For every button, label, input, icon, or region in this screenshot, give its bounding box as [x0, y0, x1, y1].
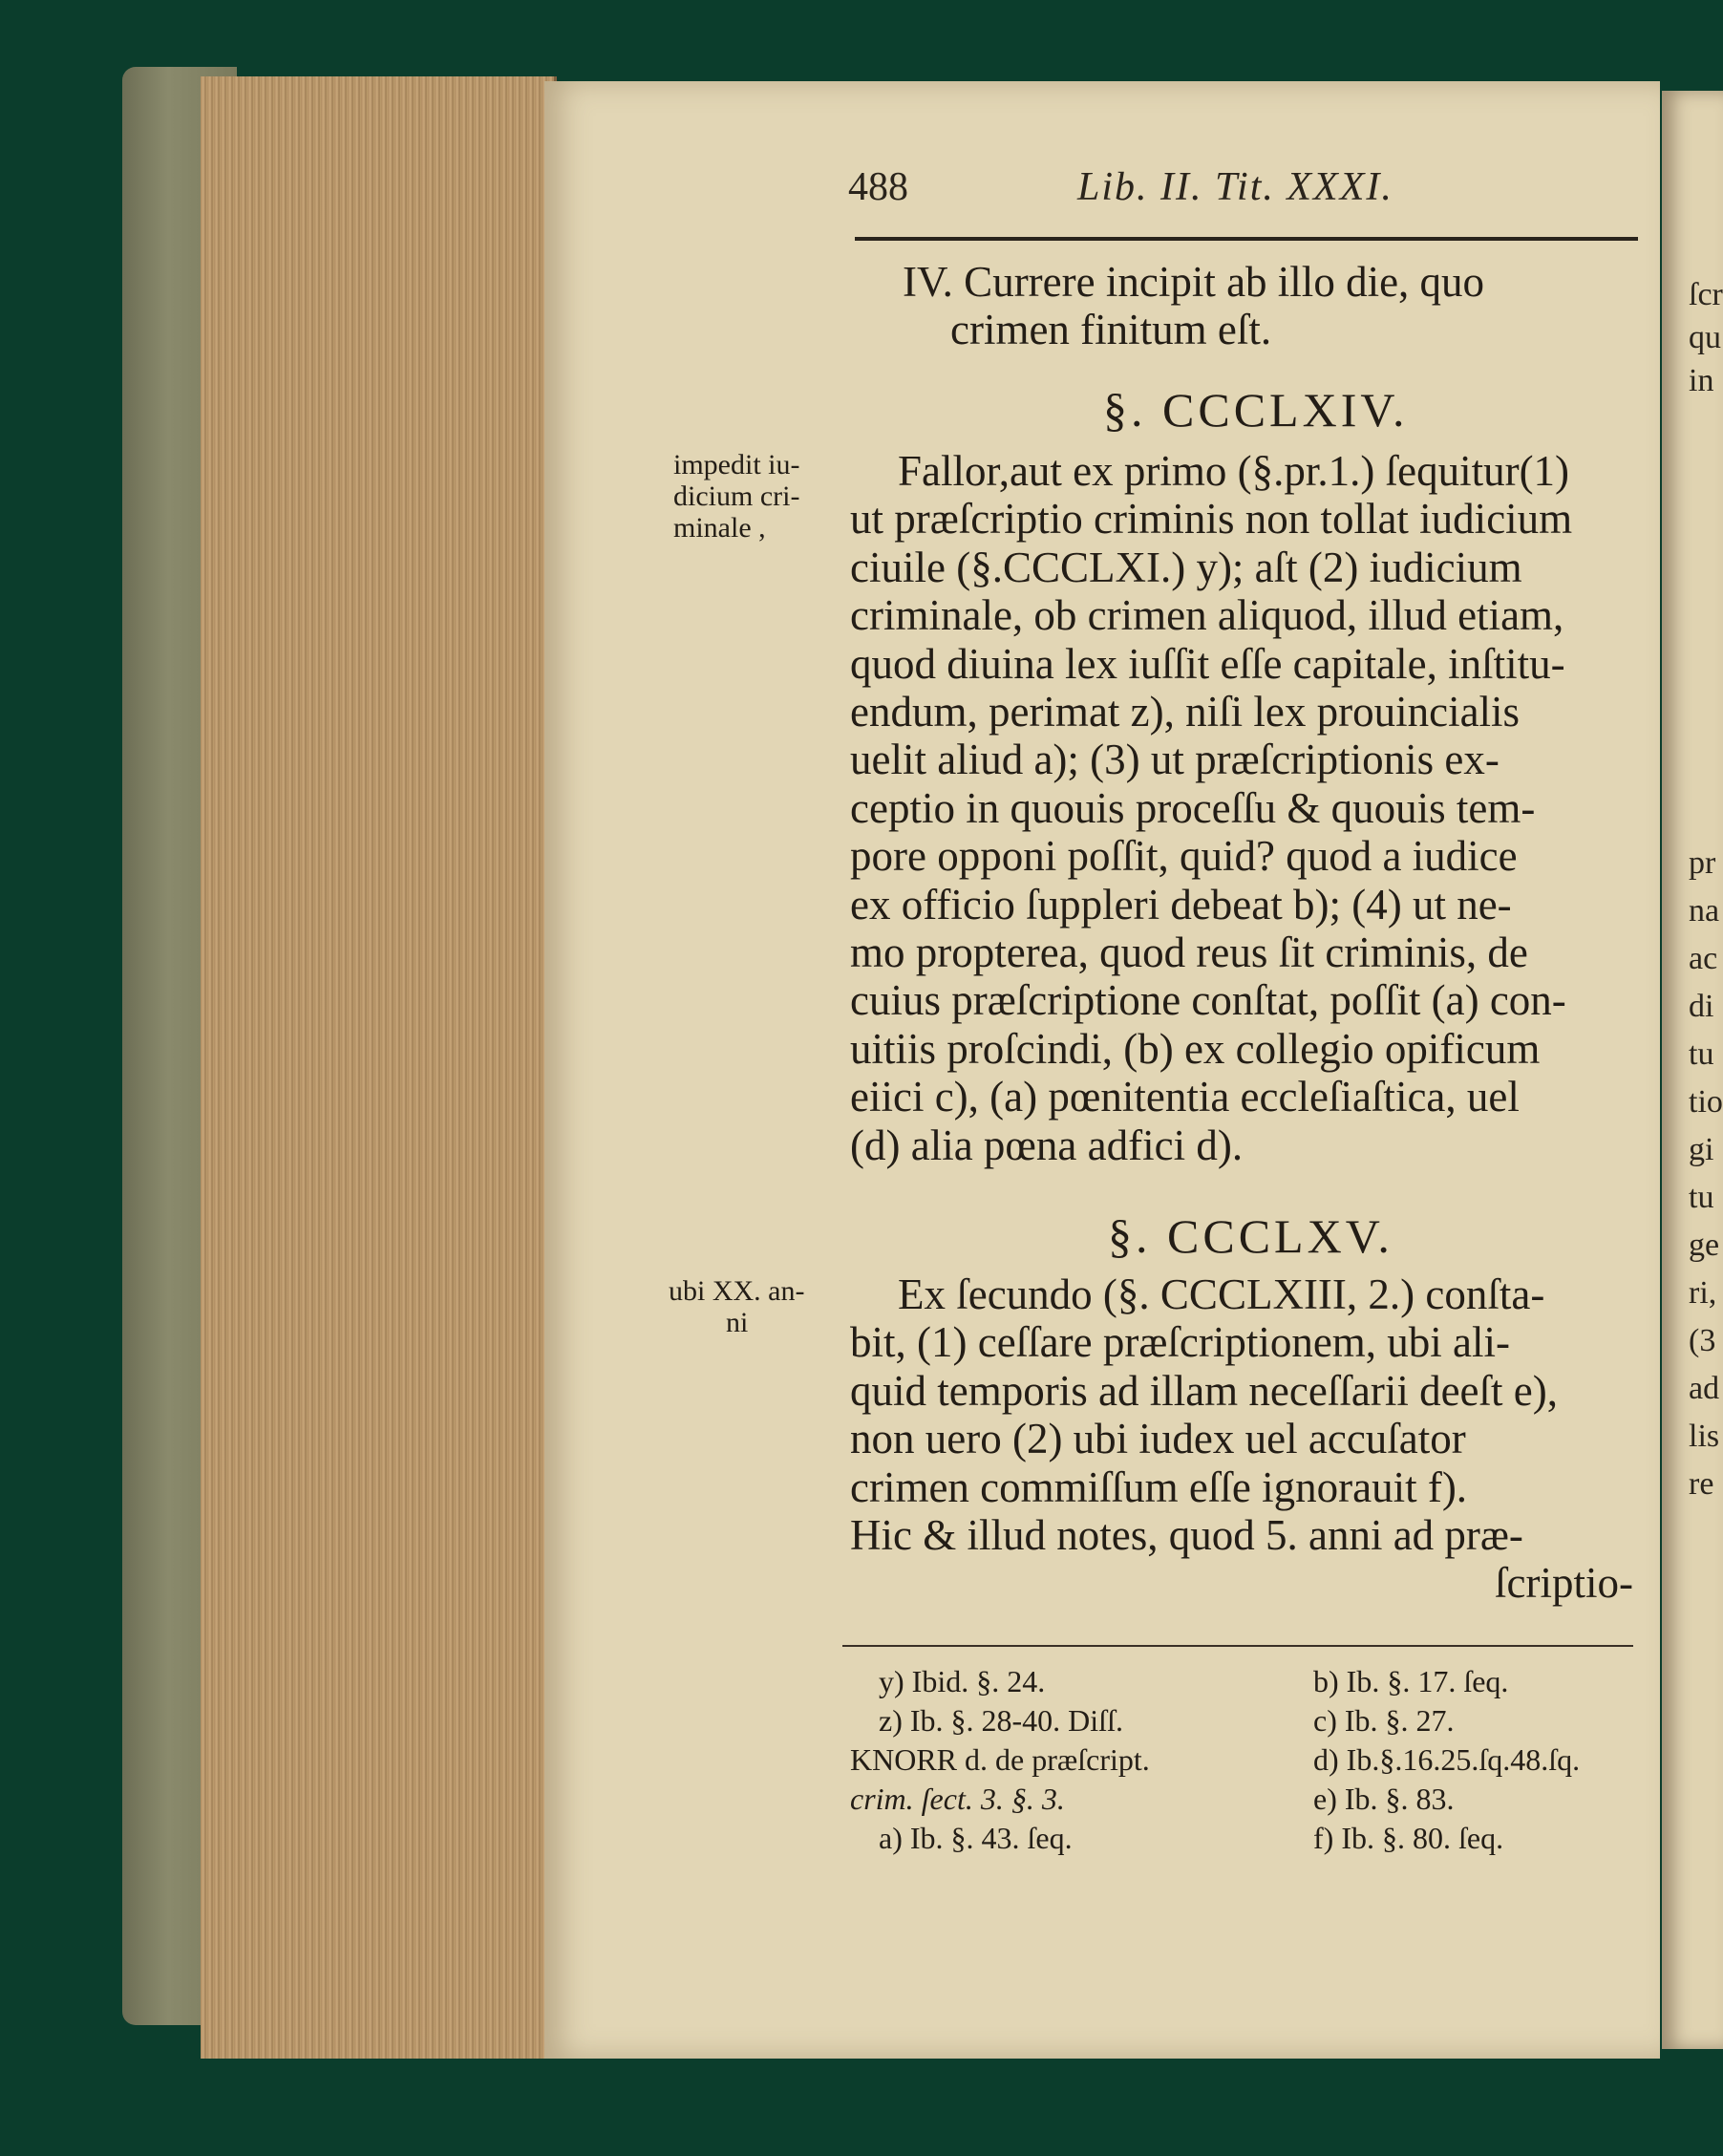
footnote: z) Ib. §. 28-40. Diſſ. [879, 1703, 1123, 1738]
margin-note-line: ubi XX. an- [669, 1275, 805, 1307]
margin-note-line: ni [726, 1307, 749, 1338]
next-page-fragment: re [1689, 1466, 1714, 1502]
footnote: y) Ibid. §. 24. [879, 1664, 1046, 1698]
next-page-fragment: ac [1689, 941, 1718, 976]
next-page-fragment: ſcr [1689, 277, 1723, 312]
next-page-fragment: tio [1689, 1084, 1723, 1120]
section-heading-365: §. CCCLXV. [1108, 1209, 1393, 1263]
next-page-fragment: lis [1689, 1419, 1720, 1454]
margin-note-line: impedit iu- [673, 449, 800, 480]
next-page-fragment: gi [1689, 1132, 1714, 1167]
section-365-body [850, 1270, 1643, 1608]
next-page-fragment: tu [1689, 1036, 1714, 1072]
text-line: crimen finitum eſt. [950, 306, 1272, 354]
next-page-fragment: ri, [1689, 1275, 1717, 1311]
next-page-fragment: in [1689, 363, 1714, 398]
footnote: c) Ib. §. 27. [1313, 1703, 1455, 1738]
footnotes-right [1313, 1662, 1580, 1858]
text-line: endum, perimat z), niſi lex prouincialis [850, 688, 1521, 736]
header-rule [855, 237, 1638, 241]
next-page-fragment: (3 [1689, 1323, 1716, 1358]
paragraph-iv [903, 258, 1643, 354]
text-line: Hic & illud notes, quod 5. anni ad præ- [850, 1511, 1523, 1560]
footnote-rule [842, 1645, 1633, 1647]
footnotes-left [850, 1662, 1150, 1858]
margin-note-1 [673, 449, 799, 544]
margin-note-line: dicium cri- [673, 480, 800, 512]
text-line: pore opponi poſſit, quid? quod a iudice [850, 832, 1518, 881]
margin-note-2 [669, 1275, 804, 1338]
text-line: ex officio ſuppleri debeat b); (4) ut ne- [850, 880, 1512, 929]
catchword: ſcriptio- [1495, 1559, 1633, 1608]
next-page-fragment: qu [1689, 320, 1721, 355]
text-line: Fallor,aut ex primo (§.pr.1.) ſequitur(1) [898, 447, 1570, 495]
running-head: Lib. II. Tit. XXXI. [1077, 165, 1393, 209]
text-line: IV. Currere incipit ab illo die, quo [903, 258, 1485, 306]
text-line: ceptio in quouis proceſſu & quouis tem- [850, 783, 1536, 832]
margin-note-line: minale , [673, 512, 766, 544]
text-line: Ex ſecundo (§. CCCLXIII, 2.) conſta- [898, 1270, 1545, 1318]
footnote: a) Ib. §. 43. ſeq. [879, 1821, 1073, 1855]
next-page-fragment: ge [1689, 1227, 1720, 1263]
page-header [848, 164, 1631, 222]
section-364-body [850, 447, 1643, 1169]
footnote: b) Ib. §. 17. ſeq. [1313, 1664, 1509, 1698]
text-line: uitiis proſcindi, (b) ex collegio opificum [850, 1024, 1541, 1073]
next-page-fragment: ad [1689, 1371, 1720, 1406]
footnote: f) Ib. §. 80. ſeq. [1313, 1821, 1504, 1855]
next-page-fragment: na [1689, 893, 1720, 929]
page-edges [201, 76, 557, 2059]
text-line: cuius præſcriptione conſtat, poſſit (a) con- [850, 976, 1566, 1025]
text-line: mo propterea, quod reus ſit criminis, de [850, 929, 1528, 977]
text-line: ciuile (§.CCCLXI.) y); aſt (2) iudicium [850, 543, 1522, 591]
text-line: non uero (2) ubi iudex uel accuſator [850, 1415, 1466, 1463]
footnote: e) Ib. §. 83. [1313, 1782, 1455, 1816]
text-line: bit, (1) ceſſare præſcriptionem, ubi ali- [850, 1318, 1511, 1367]
text-line: eiici c), (a) pœnitentia eccleſiaſtica, uel [850, 1073, 1520, 1121]
footnote: crim. ſect. 3. §. 3. [850, 1782, 1065, 1816]
footnote: d) Ib.§.16.25.ſq.48.ſq. [1313, 1742, 1581, 1777]
next-page-fragment: pr [1689, 845, 1716, 881]
text-line: (d) alia pœna adfici d). [850, 1121, 1244, 1169]
text-line: quod diuina lex iuſſit eſſe capitale, inſtitu- [850, 639, 1565, 688]
text-line: uelit aliud a); (3) ut præſcriptionis ex- [850, 736, 1500, 784]
text-line: ut præſcriptio criminis non tollat iudicium [850, 495, 1573, 544]
text-line: criminale, ob crimen aliquod, illud etiam, [850, 591, 1564, 640]
section-heading-364: §. CCCLXIV. [1103, 383, 1409, 437]
text-line: quid temporis ad illam neceſſarii deeſt e), [850, 1366, 1558, 1415]
next-page-edge [1662, 91, 1723, 2049]
next-page-fragment: tu [1689, 1180, 1714, 1215]
footnote: KNORR d. de præſcript. [850, 1742, 1150, 1777]
page-number: 488 [848, 165, 908, 209]
text-line: crimen commiſſum eſſe ignorauit f). [850, 1462, 1468, 1511]
next-page-fragment: di [1689, 989, 1714, 1024]
